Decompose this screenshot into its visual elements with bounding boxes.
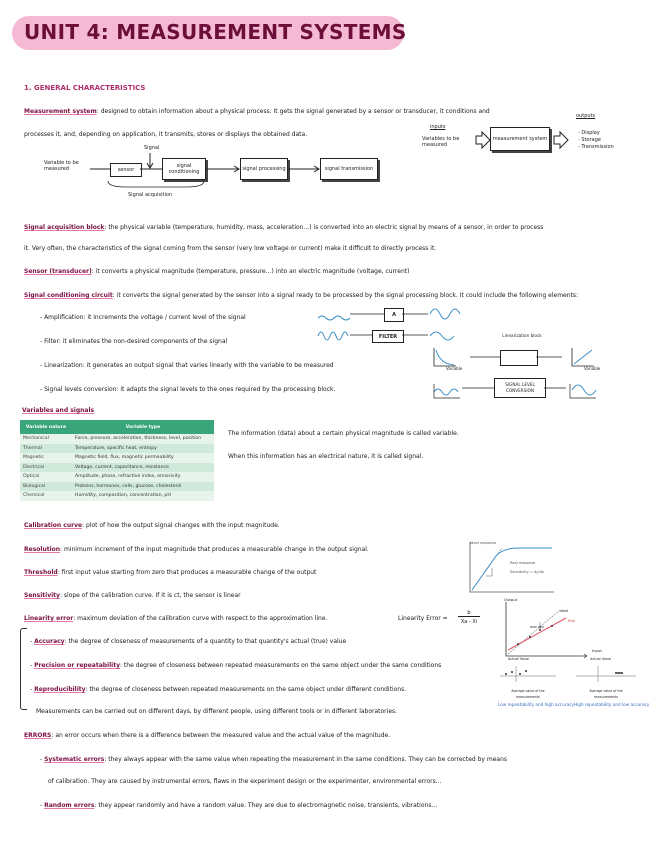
- section-heading: 1. GENERAL CHARACTERISTICS: [24, 84, 146, 92]
- conditioning-item: - Amplification: it increments the voltage / current level of the signal: [40, 314, 246, 321]
- variable-label-left: Variable: [446, 366, 463, 371]
- conditioning-box: signal conditioning: [162, 158, 206, 180]
- actual-value-label-1: Actual Value: [508, 657, 530, 661]
- table-header: Variable nature: [20, 420, 72, 434]
- linearization-label: Linearization block: [502, 333, 542, 338]
- linearity-graph: [500, 600, 590, 662]
- measurement-system-line2: processes it, and, depending on application, it transmits, stores or displays the obtained data.: [24, 131, 308, 138]
- sensitivity-graph-label: Sensitivity = dy/dx: [510, 570, 545, 574]
- signal-chain-lines: [86, 145, 386, 195]
- reproducibility-line2: Measurements can be carried out on different days, by different people, using different tools or in different laboratories.: [36, 708, 398, 715]
- ideal-response-label: Ideal response: [470, 541, 497, 545]
- conditioning-item: - Filter: it eliminates the non-desired components of the signal: [40, 338, 228, 345]
- accuracy-graphs: [496, 662, 640, 686]
- table-row: Thermal Temperature, specific heat, entropy: [20, 444, 214, 454]
- linearity-formula-label: Linearity Error =: [398, 615, 448, 622]
- level-conversion-box: SIGNAL LEVEL CONVERSION: [494, 378, 546, 398]
- table-header: Variable type: [72, 420, 214, 434]
- variables-title: Variables and signals: [22, 407, 95, 414]
- linearity-formula-denominator: Xa - Xi: [460, 619, 478, 625]
- page-title: UNIT 4: MEASUREMENT SYSTEMS: [24, 20, 407, 44]
- sensor-definition: Sensor (transducer): it converts a physical magnitude (temperature, pressure...) into an electric magnitude (voltage, current): [24, 268, 410, 275]
- sensor-term: Sensor (transducer): [24, 268, 92, 275]
- inputs-title: inputs: [430, 124, 446, 130]
- ideal-line-label: Ideal: [560, 609, 569, 613]
- reproducibility-definition: - Reproducibility: the degree of closeness between repeated measurements on the same object under different conditions.: [30, 686, 407, 693]
- table-row: Electrical Voltage, current, capacitance, resistance: [20, 463, 214, 473]
- threshold-definition: Threshold: first input value starting from zero that produces a measurable change of the output: [24, 569, 317, 576]
- linearity-definition: Linearity error: maximum deviation of the calibration curve with respect to the approximation line.: [24, 615, 328, 622]
- system-arrows: [470, 126, 580, 156]
- accuracy-definition: - Accuracy: the degree of closeness of measurements of a quantity to that quantity's actual (true) value: [30, 638, 347, 645]
- systematic-errors-line2: of calibration. They are caused by instrumental errors, flaws in the experiment design or the experimenter, environmental errors...: [48, 778, 442, 785]
- random-errors: - Random errors: they appear randomly and have a random value. They are due to electromagnetic noise, transients, vibrations...: [40, 802, 438, 809]
- table-row: Magnetic Magnetic field, flux, magnetic permeability: [20, 453, 214, 463]
- conditioning-waveforms: [310, 300, 630, 405]
- variable-label-right: Variable: [584, 366, 601, 371]
- sensor-box: sensor: [110, 163, 142, 177]
- conditioning-item: - Linearization: it generates an output signal that varies linearly with the variable to be measured: [40, 362, 334, 369]
- measurement-system-term: Measurement system: [24, 108, 97, 115]
- precision-definition: - Precision or repeatability: the degree of closeness between repeated measurements on the same object under the same conditions: [30, 662, 442, 669]
- errors-definition: ERRORS: an error occurs when there is a difference between the measured value and the actual value of the magnitude.: [24, 732, 391, 739]
- output-axis-label: Output: [504, 597, 518, 602]
- acquisition-label: Signal acquisition: [128, 192, 173, 198]
- systematic-errors-line1: - Systematic errors: they always appear with the same value when repeating the measurement in the same conditions. They can be corrected by means: [40, 756, 508, 763]
- table-row: Optical Amplitude, phase, refractive index, emissivity: [20, 472, 214, 482]
- table-row: Biological Proteins, hormones, cells, glucose, cholesterol: [20, 482, 214, 492]
- signal-label: Signal: [144, 145, 160, 151]
- accuracy-caption-1: Low repeatability and high accuracy: [498, 702, 574, 707]
- sensitivity-definition: Sensitivity: slope of the calibration curve. If it is ct, the sensor is linear: [24, 592, 241, 599]
- output-item: - Display: [578, 130, 600, 136]
- linearity-formula-numerator: b: [458, 610, 480, 617]
- acquisition-term: Signal acquisition block: [24, 224, 105, 231]
- variable-note: The information (data) about a certain physical magnitude is called variable.: [228, 430, 459, 437]
- max-dev-label: max dev: [530, 625, 544, 629]
- calibration-graph: [462, 538, 558, 596]
- conditioning-definition: Signal conditioning circuit: it converts the signal generated by the sensor into a signal ready to be processed by the signal processing block. It could include the following elements:: [24, 292, 579, 299]
- average-label-1: Average value of the measurements: [511, 689, 545, 699]
- actual-value-label-2: Actual Value: [590, 657, 612, 661]
- conditioning-item: - Signal levels conversion: it adapts the signal levels to the ones required by the processing block.: [40, 386, 336, 393]
- calibration-definition: Calibration curve: plot of how the output signal changes with the input magnitude.: [24, 522, 280, 529]
- outputs-title: outputs: [576, 113, 596, 119]
- average-label-2: Average value of the measurements: [589, 689, 623, 699]
- inputs-text: Variables to be measured: [422, 136, 460, 148]
- measurement-system-box: measurement system: [490, 127, 550, 151]
- input-axis-label: Input: [592, 648, 602, 653]
- real-line-label: Real: [568, 619, 576, 623]
- table-row: Chemical Humidity, composition, concentration, pH: [20, 491, 214, 501]
- real-response-label: Real response: [510, 561, 536, 565]
- accuracy-caption-2: High repeatability and low accuracy: [574, 702, 650, 707]
- amplifier-box: A: [384, 308, 404, 322]
- resolution-definition: Resolution: minimum increment of the input magnitude that produces a measurable change in the output signal.: [24, 546, 369, 553]
- accuracy-bracket: [20, 628, 27, 710]
- measurement-system-line1: Measurement system: designed to obtain information about a physical process. It gets the signal generated by a sensor or transducer, it conditions and: [24, 108, 490, 115]
- transmission-box: signal transmission: [320, 158, 378, 180]
- signal-note: When this information has an electrical nature, it is called signal.: [228, 453, 424, 460]
- filter-box: FILTER: [372, 330, 404, 343]
- processing-box: signal processing: [240, 158, 288, 180]
- variables-table: [20, 420, 214, 501]
- table-row: Mechanical Force, pressure, acceleration, thickness, level, position: [20, 434, 214, 444]
- acquisition-line2: it. Very often, the characteristics of the signal coming from the sensor (very low voltage or current) make it difficult to directly process it.: [24, 245, 437, 252]
- output-item: - Storage: [578, 137, 601, 143]
- output-item: - Transmission: [578, 144, 614, 150]
- acquisition-line1: Signal acquisition block: the physical variable (temperature, humidity, mass, acceleration...) is converted into an electric signal by means of a sensor, in order to process: [24, 224, 544, 231]
- variable-label: Variable to be measured: [44, 160, 79, 172]
- conditioning-term: Signal conditioning circuit: [24, 292, 113, 299]
